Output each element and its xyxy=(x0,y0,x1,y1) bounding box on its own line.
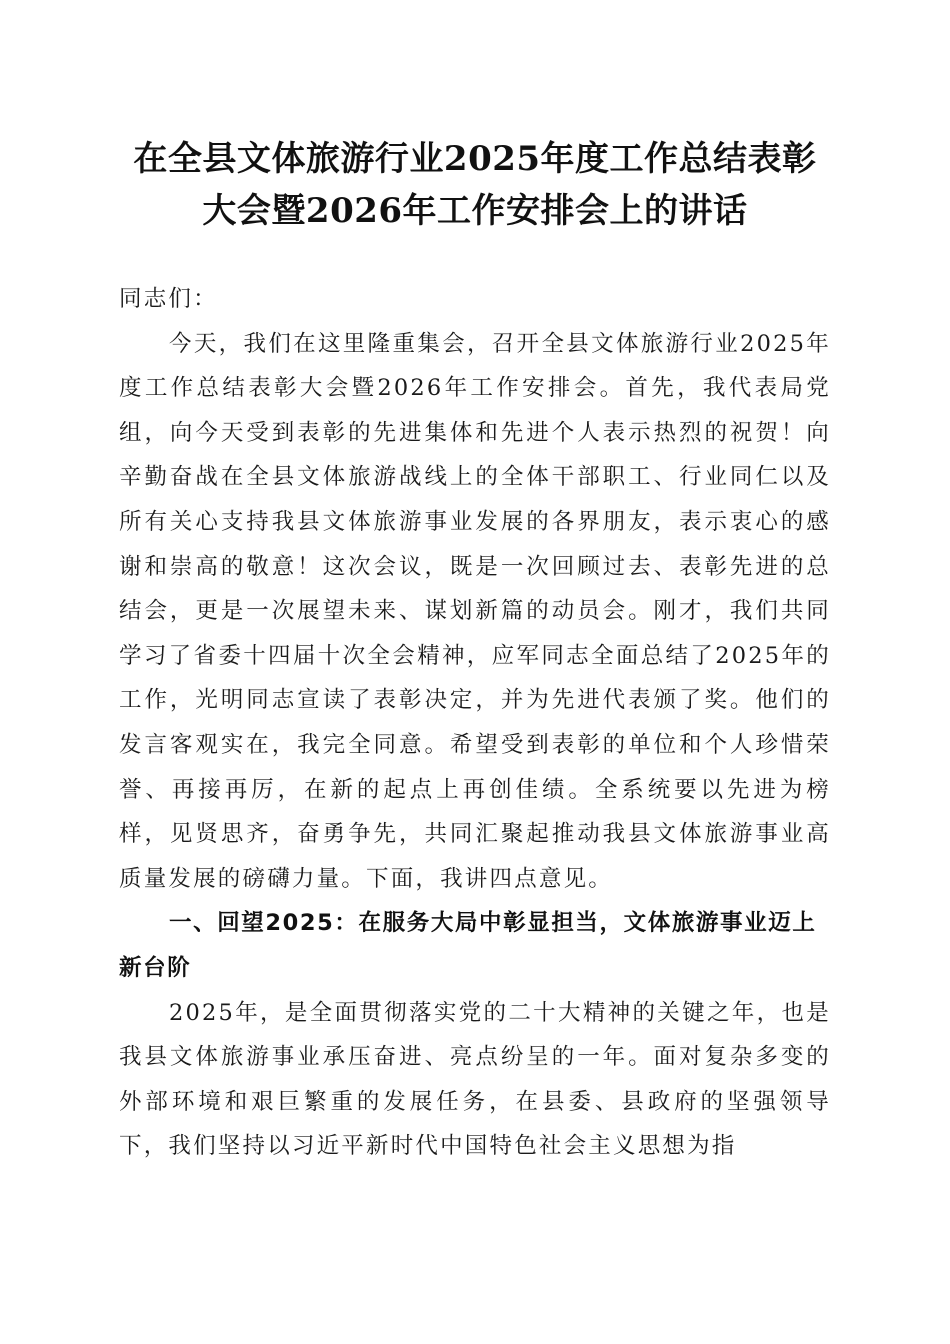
salutation: 同志们： xyxy=(119,286,218,312)
document-title xyxy=(100,133,850,237)
section-heading-1: 一、回望2025：在服务大局中彰显担当，文体旅游事业迈上新台阶 xyxy=(119,910,817,981)
paragraph-opening: 今天，我们在这里隆重集会，召开全县文体旅游行业2025年度工作总结表彰大会暨2026年工作安排会。首先，我代表局党组，向今天受到表彰的先进集体和先进个人表示热烈的祝贺！向辛勤奋战在全县文体旅游战线上的全体干部职工、行业同仁以及所有关心支持我县文体旅游事业发展的各界朋友，表示衷心的感谢和崇高的敬意！这次会议，既是一次回顾过去、表彰先进的总结会，更是一次展望未来、谋划新篇的动员会。刚才，我们共同学习了省委十四届十次全会精神，应军同志全面总结了2025年的工作，光明同志宣读了表彰决定，并为先进代表颁了奖。他们的发言客观实在，我完全同意。希望受到表彰的单位和个人珍惜荣誉、再接再厉，在新的起点上再创佳绩。全系统要以先进为榜样，见贤思齐，奋勇争先，共同汇聚起推动我县文体旅游事业高质量发展的磅礴力量。下面，我讲四点意见。 xyxy=(119,330,831,892)
document-body xyxy=(119,277,831,1169)
title-line-1: 在全县文体旅游行业2025年度工作总结表彰 xyxy=(133,139,817,179)
title-line-2: 大会暨2026年工作安排会上的讲话 xyxy=(202,191,748,231)
paragraph-review-2025: 2025年，是全面贯彻落实党的二十大精神的关键之年，也是我县文体旅游事业承压奋进、亮点纷呈的一年。面对复杂多变的外部环境和艰巨繁重的发展任务，在县委、县政府的坚强领导下，我们坚持以习近平新时代中国特色社会主义思想为指 xyxy=(119,999,831,1160)
